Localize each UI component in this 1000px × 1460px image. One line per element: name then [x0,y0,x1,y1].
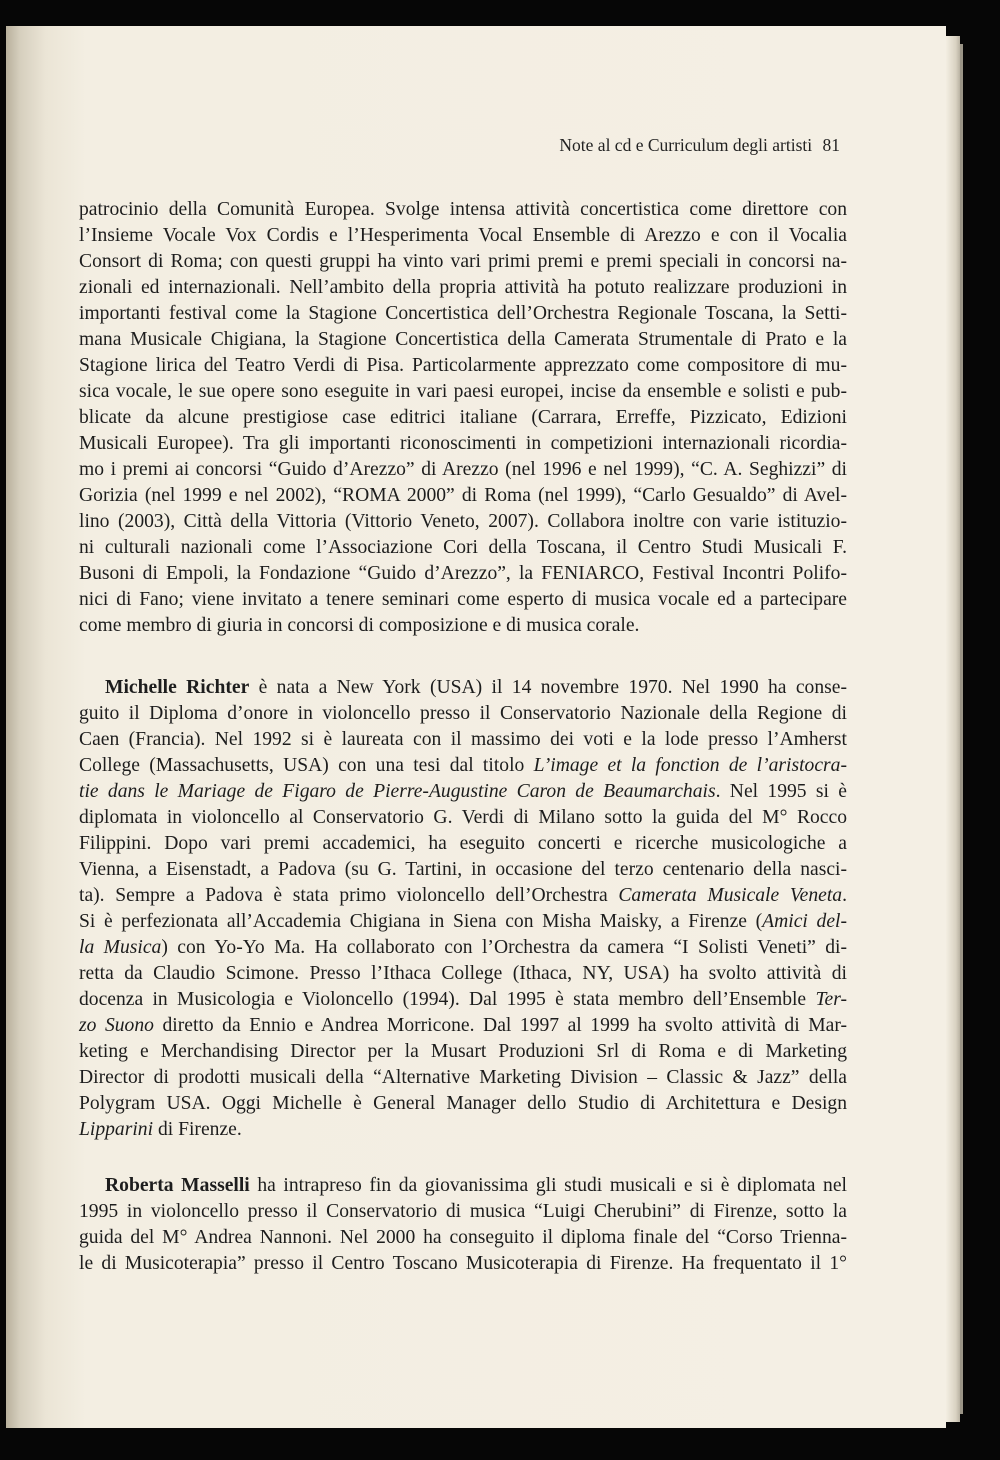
studio-name: Lipparini [79,1119,154,1140]
text-line: la Musica) con Yo-Yo Ma. Ha collaborato con l’Orchestra da camera “I Solisti Veneti” di- [79,937,847,958]
text-line: come membro di giuria in concorsi di composizione e di musica corale. [79,615,640,636]
text-line: tie dans le Mariage de Figaro de Pierre-Augustine Caron de Beaumarchais. Nel 1995 si è [79,781,847,802]
text-line: Consort di Roma; con questi gruppi ha vinto vari primi premi e premi speciali in concorsi na- [79,251,847,272]
ensemble-name: zo Suono [79,1015,154,1036]
text-line: blicate da alcune prestigiose case editrici italiane (Carrara, Erreffe, Pizzicato, Edizioni [79,407,847,428]
thesis-title: L’image et la fonction de l’aristocra- [533,755,847,776]
text-line: Roberta Masselli ha intrapreso fin da giovanissima gli studi musicali e si è diplomata nel [105,1175,847,1196]
text-line: Gorizia (nel 1999 e nel 2002), “ROMA 2000” di Roma (nel 1999), “Carlo Gesualdo” di Avel- [79,485,847,506]
running-title: Note al cd e Curriculum degli artisti [559,135,813,155]
ensemble-name: Ter- [815,989,847,1010]
text-line: Director di prodotti musicali della “Alternative Marketing Division – Classic & Jazz” della [79,1067,847,1088]
text-line: Busoni di Empoli, la Fondazione “Guido d’Arezzo”, la FENIARCO, Festival Incontri Polifo- [79,563,847,584]
running-header [540,135,840,156]
paragraph-2 [79,675,847,1143]
page-edge [946,36,960,1422]
text-line: docenza in Musicologia e Violoncello (1994). Dal 1995 è stata membro dell’Ensemble Ter- [79,989,847,1010]
artist-name: Roberta Masselli [105,1175,250,1196]
text-line: Vienna, a Eisenstadt, a Padova (su G. Tartini, in occasione del terzo centenario della nasci- [79,859,847,880]
text-line: ta). Sempre a Padova è stata primo violoncello dell’Orchestra Camerata Musicale Veneta. [79,885,847,906]
text-line: Stagione lirica del Teatro Verdi di Pisa. Particolarmente apprezzato come compositore di mu- [79,355,847,376]
text-line: keting e Merchandising Director per la Musart Produzioni Srl di Roma e di Marketing [79,1041,847,1062]
text-line: zo Suono diretto da Ennio e Andrea Morricone. Dal 1997 al 1999 ha svolto attività di Mar- [79,1015,847,1036]
text-line: mana Musicale Chigiana, la Stagione Concertistica della Camerata Strumentale di Prato e la [79,329,847,350]
text-line: Lipparini di Firenze. [79,1119,242,1140]
text-line: zionali ed internazionali. Nell’ambito della propria attività ha potuto realizzare produzioni in [79,277,847,298]
paragraph-3 [79,1173,847,1277]
text-line: 1995 in violoncello presso il Conservatorio di musica “Luigi Cherubini” di Firenze, sotto la [79,1201,847,1222]
text-line: Caen (Francia). Nel 1992 si è laureata con il massimo dei voti e la lode presso l’Amherst [79,729,847,750]
text-line: ni culturali nazionali come l’Associazione Cori della Toscana, il Centro Studi Musicali F. [79,537,847,558]
paragraph-1 [79,197,847,639]
text-line: College (Massachusetts, USA) con una tesi dal titolo L’image et la fonction de l’aristocra- [79,755,847,776]
text-line: nici di Fano; viene invitato a tenere seminari come esperto di musica vocale ed a partecipare [79,589,847,610]
text-line: Polygram USA. Oggi Michelle è General Manager dello Studio di Architettura e Design [79,1093,847,1114]
text-line: l’Insieme Vocale Vox Cordis e l’Hesperimenta Vocal Ensemble di Arezzo e con il Vocalia [79,225,847,246]
text-line: Si è perfezionata all’Accademia Chigiana in Siena con Misha Maisky, a Firenze (Amici del- [79,911,847,932]
page-number: 81 [822,135,840,155]
text-line: sica vocale, le sue opere sono eseguite in vari paesi europei, incise da ensemble e solisti e pub- [79,381,847,402]
text-line: retta da Claudio Scimone. Presso l’Ithaca College (Ithaca, NY, USA) ha svolto attività di [79,963,847,984]
association-name: Amici del- [762,911,847,932]
page-edge-shadow [960,44,963,1414]
text-line: mo i premi ai concorsi “Guido d’Arezzo” di Arezzo (nel 1996 e nel 1999), “C. A. Seghizzi” di [79,459,847,480]
text-line: guida del M° Andrea Nannoni. Nel 2000 ha conseguito il diploma finale del “Corso Trienna- [79,1227,847,1248]
artist-name: Michelle Richter [105,677,250,698]
text-line: diplomata in violoncello al Conservatorio G. Verdi di Milano sotto la guida del M° Rocco [79,807,847,828]
orchestra-name: Camerata Musicale Veneta [618,885,843,906]
text-line: lino (2003), Città della Vittoria (Vittorio Veneto, 2007). Collabora inoltre con varie istituzio- [79,511,847,532]
text-line: guito il Diploma d’onore in violoncello presso il Conservatorio Nazionale della Regione di [79,703,847,724]
text-line: importanti festival come la Stagione Concertistica dell’Orchestra Regionale Toscana, la Setti- [79,303,847,324]
text-line: le di Musicoterapia” presso il Centro Toscano Musicoterapia di Firenze. Ha frequentato il 1° [79,1253,847,1274]
text-line: patrocinio della Comunità Europea. Svolge intensa attività concertistica come direttore con [79,199,847,220]
text-line: Michelle Richter è nata a New York (USA) il 14 novembre 1970. Nel 1990 ha conse- [105,677,847,698]
text-line: Musicali Europee). Tra gli importanti riconoscimenti in competizioni internazionali ricordia- [79,433,847,454]
text-line: Filippini. Dopo vari premi accademici, ha eseguito concerti e ricerche musicologiche a [79,833,847,854]
thesis-title: tie dans le Mariage de Figaro de Pierre-Augustine Caron de Beaumarchais [79,781,716,802]
association-name: la Musica [79,937,162,958]
